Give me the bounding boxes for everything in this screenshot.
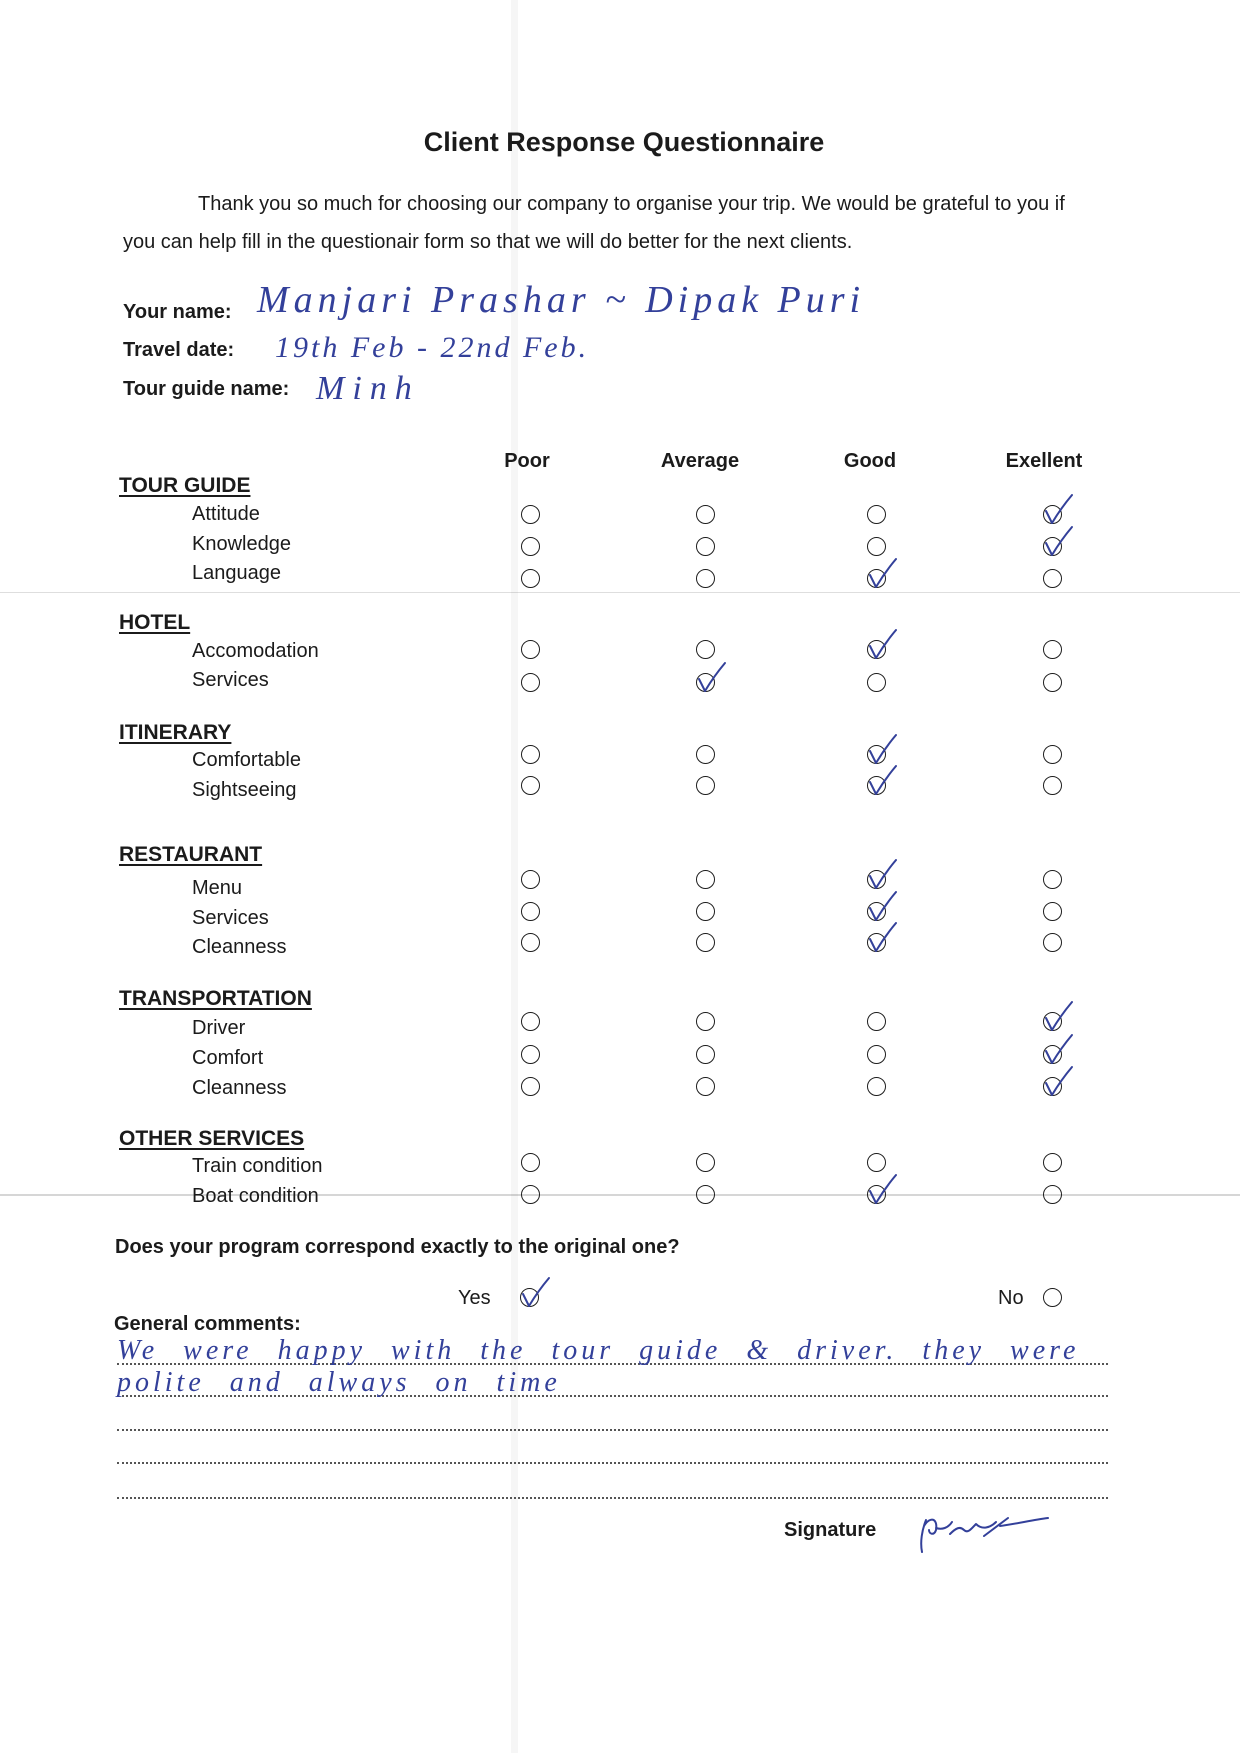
section-title: TRANSPORTATION xyxy=(119,987,312,1010)
signature-label: Signature xyxy=(784,1519,877,1541)
handwritten-signature[interactable] xyxy=(912,1506,1052,1558)
radio-driver-exellent[interactable] xyxy=(1043,1012,1062,1031)
radio-attitude-average[interactable] xyxy=(696,505,715,524)
fold-line-horizontal xyxy=(0,592,1240,593)
radio-driver-poor[interactable] xyxy=(521,1012,540,1031)
column-header-poor: Poor xyxy=(504,450,550,472)
radio-services-exellent[interactable] xyxy=(1043,902,1062,921)
radio-services-average[interactable] xyxy=(696,902,715,921)
radio-accomodation-average[interactable] xyxy=(696,640,715,659)
item-label: Accomodation xyxy=(192,640,319,662)
checkmark-icon xyxy=(513,1273,553,1313)
item-label: Knowledge xyxy=(192,533,291,555)
radio-sightseeing-good[interactable] xyxy=(867,776,886,795)
program-question-text: Does your program correspond exactly to the original one? xyxy=(115,1236,680,1258)
radio-comfort-poor[interactable] xyxy=(521,1045,540,1064)
checkmark-icon xyxy=(1036,522,1076,562)
radio-boat-condition-poor[interactable] xyxy=(521,1185,540,1204)
section-title: HOTEL xyxy=(119,611,191,634)
radio-sightseeing-exellent[interactable] xyxy=(1043,776,1062,795)
radio-train-condition-exellent[interactable] xyxy=(1043,1153,1062,1172)
item-label: Language xyxy=(192,562,281,584)
item-label: Services xyxy=(192,669,269,691)
radio-accomodation-exellent[interactable] xyxy=(1043,640,1062,659)
radio-services-exellent[interactable] xyxy=(1043,673,1062,692)
radio-driver-average[interactable] xyxy=(696,1012,715,1031)
radio-no[interactable] xyxy=(1043,1288,1062,1307)
radio-sightseeing-average[interactable] xyxy=(696,776,715,795)
name-label: Your name: xyxy=(123,301,232,323)
radio-attitude-good[interactable] xyxy=(867,505,886,524)
radio-comfort-average[interactable] xyxy=(696,1045,715,1064)
radio-cleanness-poor[interactable] xyxy=(521,933,540,952)
section-title: OTHER SERVICES xyxy=(119,1127,305,1150)
radio-language-exellent[interactable] xyxy=(1043,569,1062,588)
comment-line[interactable] xyxy=(117,1333,1108,1365)
radio-cleanness-average[interactable] xyxy=(696,1077,715,1096)
item-label: Comfortable xyxy=(192,749,301,771)
radio-boat-condition-good[interactable] xyxy=(867,1185,886,1204)
radio-menu-poor[interactable] xyxy=(521,870,540,889)
section-title: RESTAURANT xyxy=(119,843,263,866)
item-label: Driver xyxy=(192,1017,246,1039)
radio-services-poor[interactable] xyxy=(521,902,540,921)
radio-knowledge-poor[interactable] xyxy=(521,537,540,556)
item-label: Comfort xyxy=(192,1047,264,1069)
item-label: Menu xyxy=(192,877,243,899)
tour-guide-name-label: Tour guide name: xyxy=(123,378,290,400)
radio-cleanness-good[interactable] xyxy=(867,1077,886,1096)
radio-attitude-poor[interactable] xyxy=(521,505,540,524)
radio-services-average[interactable] xyxy=(696,673,715,692)
checkmark-icon xyxy=(689,658,729,698)
comment-text: We were happy with the tour guide & driver. they were xyxy=(117,1335,1080,1366)
radio-knowledge-average[interactable] xyxy=(696,537,715,556)
radio-language-good[interactable] xyxy=(867,569,886,588)
checkmark-icon xyxy=(860,918,900,958)
section-title: ITINERARY xyxy=(119,721,232,744)
item-label: Train condition xyxy=(192,1155,323,1177)
no-label: No xyxy=(998,1287,1024,1309)
checkmark-icon xyxy=(860,554,900,594)
general-comments-label: General comments: xyxy=(114,1313,301,1335)
radio-cleanness-poor[interactable] xyxy=(521,1077,540,1096)
radio-comfortable-exellent[interactable] xyxy=(1043,745,1062,764)
item-label: Cleanness xyxy=(192,1077,287,1099)
radio-accomodation-poor[interactable] xyxy=(521,640,540,659)
travel-date-field[interactable]: 19th Feb - 22nd Feb. xyxy=(275,331,590,364)
radio-cleanness-average[interactable] xyxy=(696,933,715,952)
radio-knowledge-exellent[interactable] xyxy=(1043,537,1062,556)
item-label: Cleanness xyxy=(192,936,287,958)
radio-cleanness-exellent[interactable] xyxy=(1043,1077,1062,1096)
item-label: Boat condition xyxy=(192,1185,319,1207)
radio-train-condition-poor[interactable] xyxy=(521,1153,540,1172)
checkmark-icon xyxy=(1036,1062,1076,1102)
column-header-good: Good xyxy=(843,450,897,472)
yes-label: Yes xyxy=(458,1287,491,1309)
page-title: Client Response Questionnaire xyxy=(423,127,825,157)
checkmark-icon xyxy=(860,1170,900,1210)
radio-services-poor[interactable] xyxy=(521,673,540,692)
comment-line[interactable] xyxy=(117,1365,1108,1397)
comment-line[interactable] xyxy=(117,1432,1108,1464)
intro-line: you can help fill in the questionair form so that we will do better for the next clients. xyxy=(123,231,853,253)
radio-accomodation-good[interactable] xyxy=(867,640,886,659)
column-header-exellent: Exellent xyxy=(1005,450,1083,472)
comment-line[interactable] xyxy=(117,1399,1108,1431)
radio-comfortable-poor[interactable] xyxy=(521,745,540,764)
radio-language-poor[interactable] xyxy=(521,569,540,588)
radio-comfortable-average[interactable] xyxy=(696,745,715,764)
item-label: Sightseeing xyxy=(192,779,297,801)
radio-boat-condition-exellent[interactable] xyxy=(1043,1185,1062,1204)
radio-menu-average[interactable] xyxy=(696,870,715,889)
travel-date-label: Travel date: xyxy=(123,339,235,361)
radio-train-condition-average[interactable] xyxy=(696,1153,715,1172)
comment-text: polite and always on time xyxy=(117,1367,561,1398)
radio-comfort-good[interactable] xyxy=(867,1045,886,1064)
radio-yes[interactable] xyxy=(520,1288,539,1307)
radio-language-average[interactable] xyxy=(696,569,715,588)
column-header-average: Average xyxy=(660,450,740,472)
radio-boat-condition-average[interactable] xyxy=(696,1185,715,1204)
intro-line: Thank you so much for choosing our company to organise your trip. We would be grateful to you if xyxy=(198,193,1065,215)
checkmark-icon xyxy=(860,761,900,801)
radio-cleanness-good[interactable] xyxy=(867,933,886,952)
radio-cleanness-exellent[interactable] xyxy=(1043,933,1062,952)
item-label: Services xyxy=(192,907,269,929)
section-title: TOUR GUIDE xyxy=(119,474,251,497)
radio-sightseeing-poor[interactable] xyxy=(521,776,540,795)
item-label: Attitude xyxy=(192,503,260,525)
tour-guide-name-field[interactable]: Minh xyxy=(316,370,420,407)
radio-driver-good[interactable] xyxy=(867,1012,886,1031)
radio-menu-exellent[interactable] xyxy=(1043,870,1062,889)
name-field[interactable]: Manjari Prashar ~ Dipak Puri xyxy=(257,279,866,321)
comment-line[interactable] xyxy=(117,1467,1108,1499)
checkmark-icon xyxy=(860,625,900,665)
radio-services-good[interactable] xyxy=(867,673,886,692)
